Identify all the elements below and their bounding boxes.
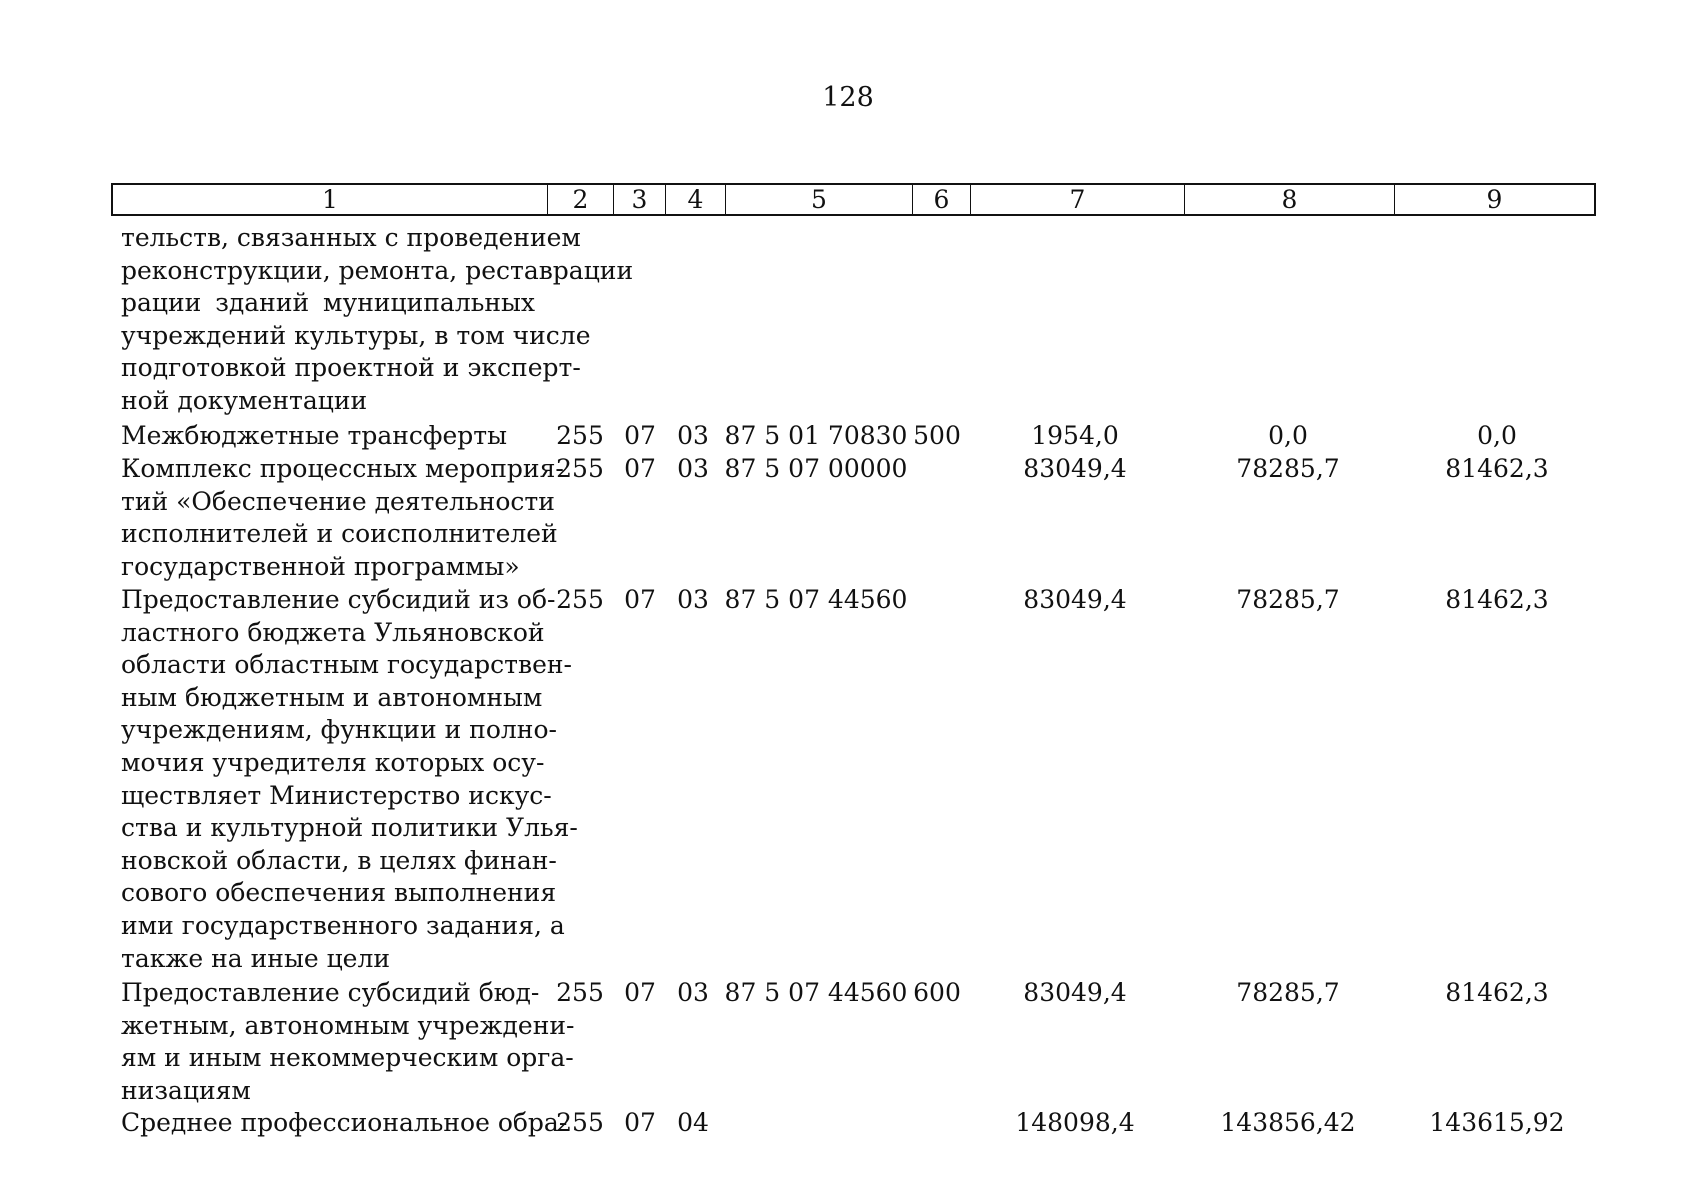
description-line: низациям (121, 1075, 251, 1105)
cell-col-2: 255 (556, 421, 604, 450)
cell-col-8: 143856,42 (1220, 1108, 1356, 1137)
cell-col-8: 78285,7 (1236, 585, 1340, 614)
description-line: учреждений культуры, в том числе (121, 320, 591, 350)
description-line: области областным государствен- (121, 650, 572, 680)
cell-col-9: 143615,92 (1429, 1108, 1565, 1137)
cell-col-9: 81462,3 (1445, 454, 1549, 483)
cell-col-6: 500 (913, 421, 961, 450)
header-col-6: 6 (913, 185, 971, 214)
header-col-5: 5 (726, 185, 913, 214)
description-line: исполнителей и соисполнителей (121, 519, 558, 549)
cell-col-5: 87 5 07 00000 (724, 454, 908, 483)
header-col-7: 7 (971, 185, 1185, 214)
header-col-8: 8 (1185, 185, 1395, 214)
cell-col-2: 255 (556, 978, 604, 1007)
description-line: реконструкции, ремонта, реставрации (121, 255, 634, 285)
description-line: Среднее профессиональное обра- (121, 1108, 568, 1137)
cell-col-9: 81462,3 (1445, 978, 1549, 1007)
description-line: Комплекс процессных мероприя- (121, 454, 564, 483)
cell-col-9: 81462,3 (1445, 585, 1549, 614)
description-line: ным бюджетным и автономным (121, 682, 543, 712)
cell-col-4: 03 (677, 978, 709, 1007)
cell-col-7: 83049,4 (1023, 585, 1127, 614)
description-line: государственной программы» (121, 551, 520, 581)
header-col-3: 3 (614, 185, 666, 214)
description-line: ими государственного задания, а (121, 910, 565, 940)
description-line: сового обеспечения выполнения (121, 878, 557, 908)
cell-col-2: 255 (556, 454, 604, 483)
description-line: рации зданий муниципальных (121, 288, 535, 318)
description-line: ществляет Министерство искус- (121, 780, 552, 810)
table-header (111, 183, 1596, 216)
cell-col-3: 07 (624, 585, 656, 614)
description-line: ям и иным некоммерческим орга- (121, 1043, 574, 1073)
description-line: ства и культурной политики Улья- (121, 813, 578, 843)
cell-col-3: 07 (624, 978, 656, 1007)
cell-col-8: 0,0 (1268, 421, 1308, 450)
cell-col-3: 07 (624, 421, 656, 450)
description-line: учреждениям, функции и полно- (121, 715, 557, 745)
cell-col-7: 83049,4 (1023, 978, 1127, 1007)
cell-col-5: 87 5 01 70830 (724, 421, 908, 450)
row-description (121, 222, 634, 418)
cell-col-5: 87 5 07 44560 (724, 585, 908, 614)
page-number: 128 (822, 82, 874, 113)
description-line: подготовкой проектной и эксперт- (121, 353, 581, 383)
description-line: Предоставление субсидий бюд- (121, 978, 540, 1007)
cell-col-7: 1954,0 (1031, 421, 1119, 450)
cell-col-8: 78285,7 (1236, 454, 1340, 483)
cell-col-6: 600 (913, 978, 961, 1007)
cell-col-3: 07 (624, 454, 656, 483)
description-line: новской области, в целях финан- (121, 845, 557, 875)
header-col-9: 9 (1486, 185, 1503, 214)
cell-col-3: 07 (624, 1108, 656, 1137)
header-col-1: 1 (113, 185, 548, 214)
cell-col-2: 255 (556, 1108, 604, 1137)
description-line: также на иные цели (121, 943, 390, 973)
cell-col-4: 03 (677, 421, 709, 450)
cell-col-4: 03 (677, 585, 709, 614)
cell-col-4: 03 (677, 454, 709, 483)
description-line: мочия учредителя которых осу- (121, 747, 545, 777)
description-line: ластного бюджета Ульяновской (121, 617, 545, 647)
cell-col-2: 255 (556, 585, 604, 614)
description-line: Предоставление субсидий из об- (121, 585, 556, 614)
description-line: тельств, связанных с проведением (121, 223, 581, 252)
row-description (121, 584, 578, 975)
description-line: Межбюджетные трансферты (121, 421, 508, 450)
cell-col-9: 0,0 (1477, 421, 1517, 450)
description-line: ной документации (121, 385, 368, 415)
header-col-2: 2 (548, 185, 614, 214)
header-col-4: 4 (666, 185, 726, 214)
cell-col-7: 83049,4 (1023, 454, 1127, 483)
description-line: тий «Обеспечение деятельности (121, 486, 555, 516)
cell-col-4: 04 (677, 1108, 709, 1137)
description-line: жетным, автономным учреждени- (121, 1010, 575, 1040)
cell-col-7: 148098,4 (1015, 1108, 1135, 1137)
cell-col-8: 78285,7 (1236, 978, 1340, 1007)
cell-col-5: 87 5 07 44560 (724, 978, 908, 1007)
